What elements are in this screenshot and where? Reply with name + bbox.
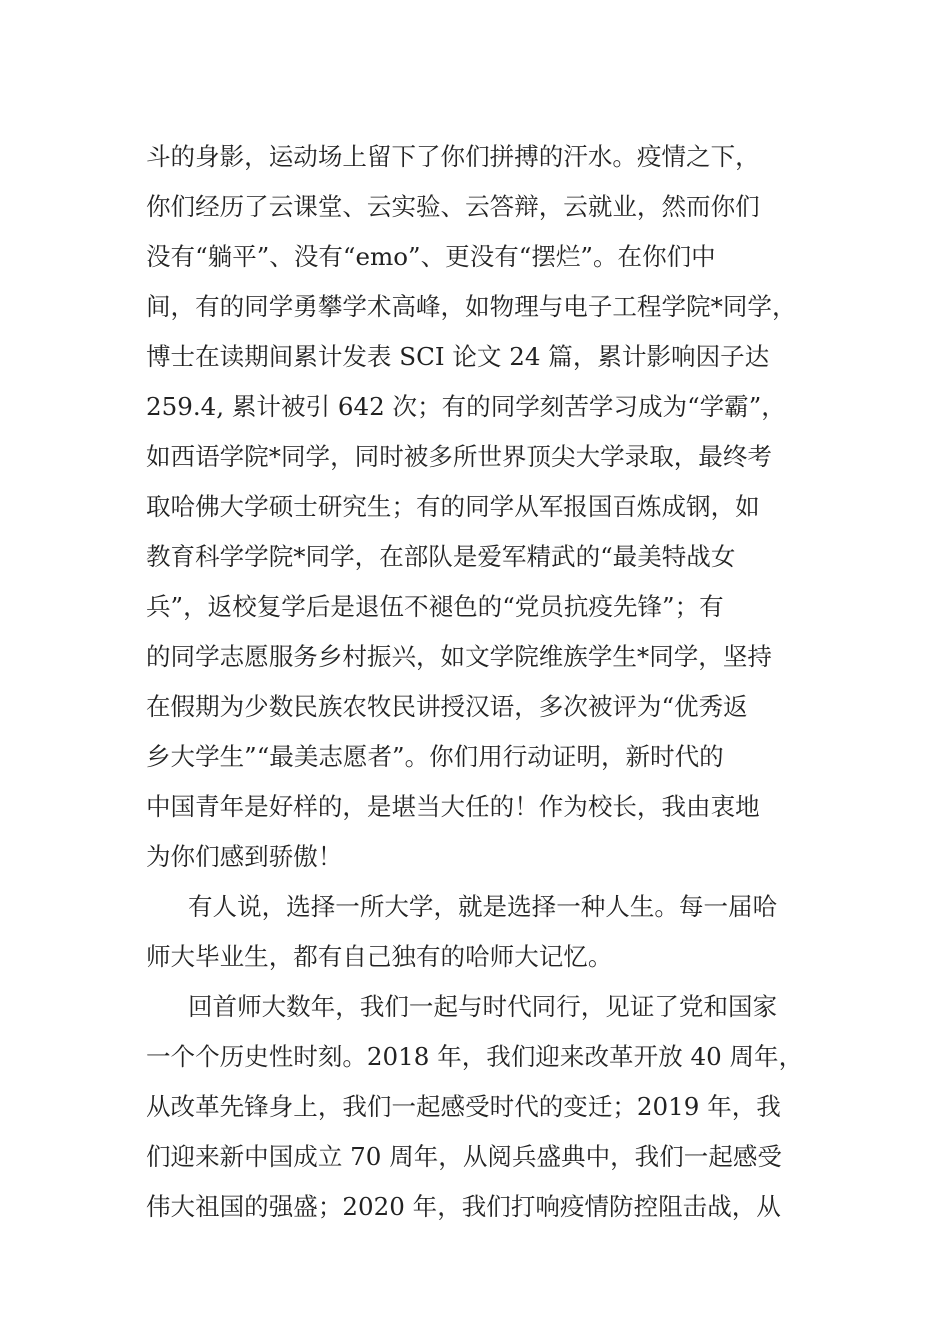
text-line: 没有“躺平”、没有“emo”、更没有“摆烂”。在你们中 [146,242,716,271]
paragraph-start-line: 回首师大数年，我们一起与时代同行，见证了党和国家 [188,992,778,1021]
text-line: 间，有的同学勇攀学术高峰，如物理与电子工程学院*同学， [146,292,797,321]
text-line: 一个个历史性时刻。2018 年，我们迎来改革开放 40 周年， [146,1042,804,1071]
text-line: 为你们感到骄傲！ [146,842,343,871]
text-line: 取哈佛大学硕士研究生；有的同学从军报国百炼成钢，如 [146,492,760,521]
text-line: 兵”，返校复学后是退伍不褪色的“党员抗疫先锋”；有 [146,592,724,621]
paragraph-start-line: 有人说，选择一所大学，就是选择一种人生。每一届哈 [188,892,778,921]
text-line: 博士在读期间累计发表 SCI 论文 24 篇，累计影响因子达 [146,342,770,371]
body-text [146,132,816,1232]
text-line: 斗的身影，运动场上留下了你们拼搏的汗水。疫情之下， [146,142,760,171]
text-line: 伟大祖国的强盛；2020 年，我们打响疫情防控阻击战，从 [146,1192,781,1221]
text-line: 教育科学学院*同学，在部队是爱军精武的“最美特战女 [146,542,736,571]
text-line: 在假期为少数民族农牧民讲授汉语，多次被评为“优秀返 [146,692,748,721]
text-line: 乡大学生”“最美志愿者”。你们用行动证明，新时代的 [146,742,724,771]
text-line: 如西语学院*同学，同时被多所世界顶尖大学录取，最终考 [146,442,772,471]
text-line: 259.4, 累计被引 642 次；有的同学刻苦学习成为“学霸”， [146,392,786,421]
text-line: 从改革先锋身上，我们一起感受时代的变迁；2019 年，我 [146,1092,781,1121]
text-line: 中国青年是好样的，是堪当大任的！作为校长，我由衷地 [146,792,760,821]
text-line: 你们经历了云课堂、云实验、云答辩，云就业，然而你们 [146,192,760,221]
text-line: 师大毕业生，都有自己独有的哈师大记忆。 [146,942,613,971]
text-line: 们迎来新中国成立 70 周年，从阅兵盛典中，我们一起感受 [146,1142,782,1171]
text-line: 的同学志愿服务乡村振兴，如文学院维族学生*同学，坚持 [146,642,772,671]
